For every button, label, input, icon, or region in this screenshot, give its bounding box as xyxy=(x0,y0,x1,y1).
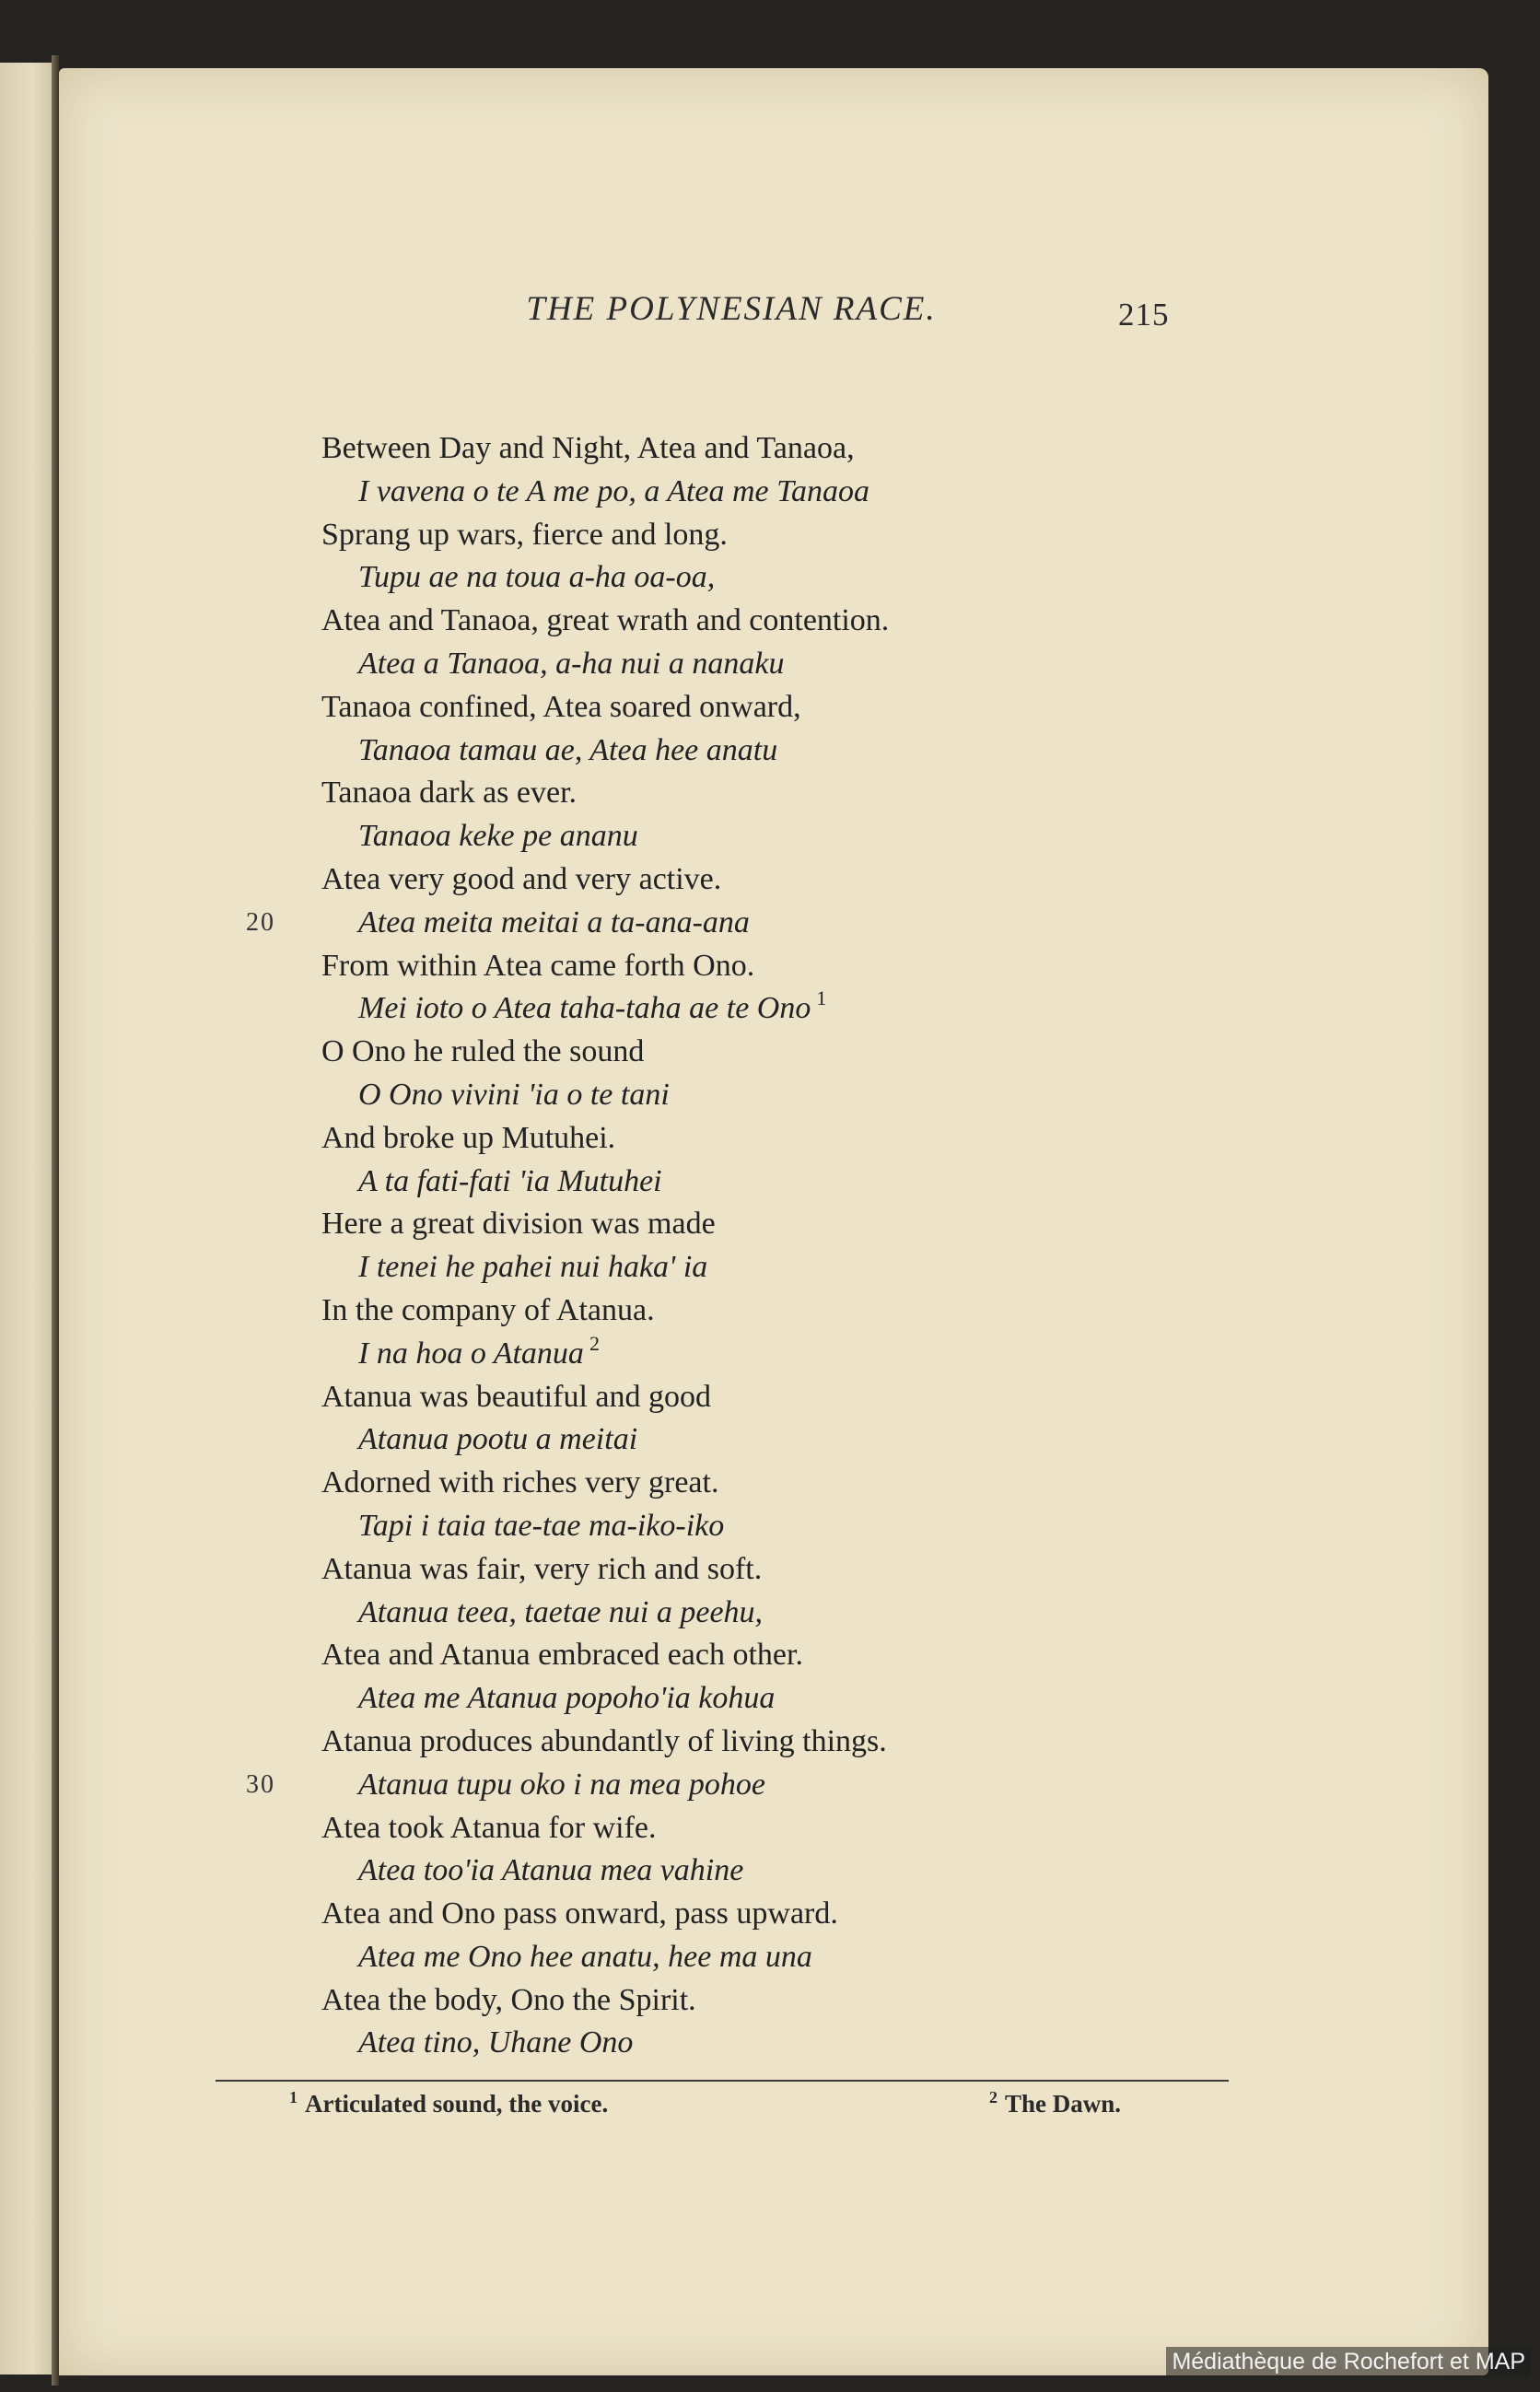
poem-line-polynesian xyxy=(321,1333,1242,1376)
line-number: 30 xyxy=(246,1769,275,1799)
poem-line-text: O Ono he ruled the sound xyxy=(321,1034,645,1069)
poem-line-text: A ta fati-fati 'ia Mutuhei xyxy=(358,1163,662,1198)
poem-line-text: I tenei he pahei nui haka' ia xyxy=(358,1250,708,1285)
poem-line-text: Atea and Tanaoa, great wrath and contention. xyxy=(321,603,890,638)
adjacent-page-edge xyxy=(0,63,53,2374)
poem-line-text: Atanua was fair, very rich and soft. xyxy=(321,1551,763,1586)
poem-line-polynesian xyxy=(246,1764,1242,1807)
poem-line-english xyxy=(321,1376,1242,1419)
poem-line-text: Between Day and Night, Atea and Tanaoa, xyxy=(321,431,855,465)
poem-line-english xyxy=(321,858,1242,902)
poem-line-text: Atanua teea, taetae nui a peehu, xyxy=(358,1594,764,1629)
poem-line-english xyxy=(321,1548,1242,1592)
poem-line-polynesian xyxy=(321,2022,1242,2065)
poem-line-text: Adorned with riches very great. xyxy=(321,1465,719,1500)
poem-line-english xyxy=(321,1979,1242,2023)
poem-line-english xyxy=(321,1807,1242,1850)
poem-line-polynesian xyxy=(321,1849,1242,1893)
footnote-1 xyxy=(289,2085,608,2122)
poem-line-english xyxy=(321,1031,1242,1074)
poem-line-text: Sprang up wars, fierce and long. xyxy=(321,517,728,552)
poem-line-english xyxy=(321,1289,1242,1333)
poem-line-text: Atanua produces abundantly of living things. xyxy=(321,1723,887,1758)
poem-line-text: Tanaoa tamau ae, Atea hee anatu xyxy=(358,732,778,767)
poem-line-text: Tupu ae na toua a-ha oa-oa, xyxy=(358,560,716,595)
poem-line-english xyxy=(321,1634,1242,1677)
footnote-reference: 1 xyxy=(816,986,827,1010)
poem-line-polynesian xyxy=(321,1074,1242,1117)
poem-line-text: Tanaoa confined, Atea soared onward, xyxy=(321,689,801,724)
poem-line-english xyxy=(321,514,1242,557)
page-text-block xyxy=(59,68,1488,2375)
poem-line-polynesian xyxy=(321,556,1242,600)
footnote-text: Articulated sound, the voice. xyxy=(305,2090,609,2118)
poem-line-text: Atanua tupu oko i na mea pohoe xyxy=(358,1767,765,1802)
footnote-mark: 1 xyxy=(289,2088,298,2106)
poem-line-text: Atea and Ono pass onward, pass upward. xyxy=(321,1896,838,1931)
footnote-text: The Dawn. xyxy=(1005,2090,1122,2118)
poem xyxy=(246,427,1242,2065)
footnote-reference: 2 xyxy=(589,1331,600,1355)
poem-line-english xyxy=(321,427,1242,471)
poem-line-polynesian xyxy=(321,1677,1242,1721)
book-gutter xyxy=(52,55,59,2386)
running-head: THE POLYNESIAN RACE. xyxy=(526,290,937,328)
poem-line-text: Atea took Atanua for wife. xyxy=(321,1810,657,1845)
poem-line-polynesian xyxy=(321,643,1242,686)
poem-line-text: Atanua was beautiful and good xyxy=(321,1379,711,1414)
poem-line-text: Atea a Tanaoa, a-ha nui a nanaku xyxy=(358,646,785,681)
poem-line-polynesian xyxy=(321,1246,1242,1289)
footnote-rule xyxy=(216,2080,1229,2082)
poem-line-polynesian xyxy=(321,1936,1242,1979)
poem-line-text: Here a great division was made xyxy=(321,1207,716,1242)
poem-line-text: Mei ioto o Atea taha-taha ae te Ono xyxy=(358,991,811,1026)
poem-line-text: Atea me Ono hee anatu, hee ma una xyxy=(358,1939,812,1974)
poem-line-text: Atea me Atanua popoho'ia kohua xyxy=(358,1681,776,1716)
footnote-2 xyxy=(989,2085,1121,2122)
poem-line-text: I na hoa o Atanua xyxy=(358,1336,584,1371)
page-number: 215 xyxy=(1118,297,1170,333)
poem-line-text: Atea very good and very active. xyxy=(321,861,722,896)
poem-line-polynesian xyxy=(321,815,1242,858)
poem-line-text: Atea meita meitai a ta-ana-ana xyxy=(358,904,750,939)
poem-line-english xyxy=(321,600,1242,643)
watermark: Médiathèque de Rochefort et MAP xyxy=(1166,2347,1531,2377)
poem-line-polynesian xyxy=(246,902,1242,945)
poem-line-polynesian xyxy=(321,729,1242,773)
poem-line-english xyxy=(321,1462,1242,1505)
poem-line-english xyxy=(321,1203,1242,1246)
poem-line-text: O Ono vivini 'ia o te tani xyxy=(358,1077,670,1112)
poem-line-polynesian xyxy=(321,1505,1242,1548)
poem-line-polynesian xyxy=(321,1161,1242,1204)
poem-line-text: Atea tino, Uhane Ono xyxy=(358,2025,634,2060)
footnote-mark: 2 xyxy=(989,2088,998,2106)
poem-line-polynesian xyxy=(321,1418,1242,1462)
poem-line-text: Atea too'ia Atanua mea vahine xyxy=(358,1853,744,1888)
poem-line-text: Tanaoa dark as ever. xyxy=(321,776,578,811)
line-number: 20 xyxy=(246,907,275,937)
poem-line-text: And broke up Mutuhei. xyxy=(321,1120,616,1155)
poem-line-english xyxy=(321,945,1242,988)
poem-line-polynesian xyxy=(321,987,1242,1031)
poem-line-text: From within Atea came forth Ono. xyxy=(321,948,755,983)
footnotes xyxy=(289,2085,1210,2122)
poem-line-text: Tapi i taia tae-tae ma-iko-iko xyxy=(358,1508,725,1543)
poem-line-english xyxy=(321,1893,1242,1936)
poem-line-english xyxy=(321,772,1242,815)
poem-line-english xyxy=(321,1117,1242,1161)
poem-line-polynesian xyxy=(321,471,1242,514)
poem-line-text: Tanaoa keke pe ananu xyxy=(358,819,638,854)
poem-line-text: Atea and Atanua embraced each other. xyxy=(321,1638,803,1673)
book-page xyxy=(59,68,1488,2375)
poem-line-text: In the company of Atanua. xyxy=(321,1292,655,1327)
poem-line-text: Atanua pootu a meitai xyxy=(358,1422,638,1457)
poem-line-text: I vavena o te A me po, a Atea me Tanaoa xyxy=(358,473,869,508)
poem-line-english xyxy=(321,1721,1242,1764)
poem-line-text: Atea the body, Ono the Spirit. xyxy=(321,1982,696,2017)
poem-line-english xyxy=(321,686,1242,729)
poem-line-polynesian xyxy=(321,1592,1242,1635)
